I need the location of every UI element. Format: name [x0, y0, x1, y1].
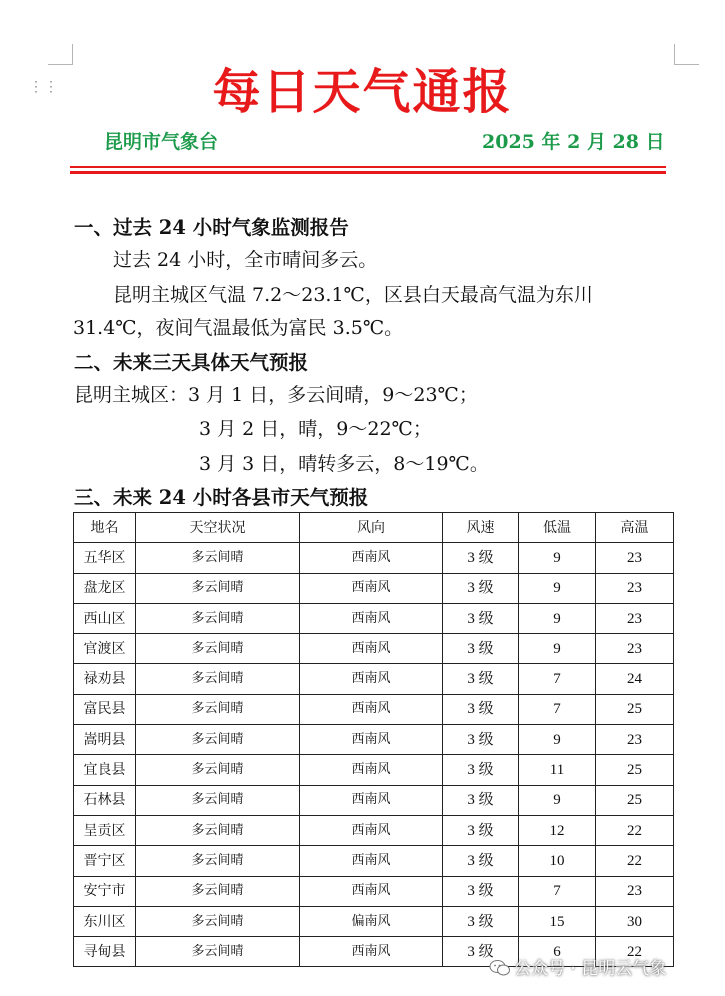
cell-sky: 多云间晴	[136, 906, 300, 936]
cell-low-temp: 9	[519, 603, 596, 633]
table-row	[74, 725, 674, 755]
cell-wind-speed: 3 级	[443, 603, 519, 633]
cell-wind-direction: 西南风	[300, 815, 443, 845]
header-wind-speed: 风速	[443, 513, 519, 543]
cell-wind-speed: 3 级	[443, 906, 519, 936]
cell-wind-direction: 偏南风	[300, 906, 443, 936]
table-row	[74, 664, 674, 694]
cell-wind-direction: 西南风	[300, 634, 443, 664]
cell-sky: 多云间晴	[136, 785, 300, 815]
header-sky: 天空状况	[136, 513, 300, 543]
table-row	[74, 846, 674, 876]
cell-place: 晋宁区	[74, 846, 136, 876]
cell-high-temp: 25	[596, 785, 674, 815]
cell-low-temp: 6	[519, 937, 596, 967]
cell-place: 石林县	[74, 785, 136, 815]
cell-sky: 多云间晴	[136, 876, 300, 906]
cell-place: 五华区	[74, 543, 136, 573]
header-place: 地名	[74, 513, 136, 543]
county-forecast-table	[73, 512, 674, 967]
drag-handle-icon[interactable]: ⋮⋮	[29, 79, 59, 95]
cell-place: 呈贡区	[74, 815, 136, 845]
cell-sky: 多云间晴	[136, 725, 300, 755]
cell-wind-speed: 3 级	[443, 815, 519, 845]
cell-wind-direction: 西南风	[300, 603, 443, 633]
wechat-icon	[489, 959, 511, 977]
cell-low-temp: 12	[519, 815, 596, 845]
table-row	[74, 603, 674, 633]
cell-sky: 多云间晴	[136, 937, 300, 967]
cell-high-temp: 25	[596, 694, 674, 724]
table-row	[74, 694, 674, 724]
table-row	[74, 573, 674, 603]
cell-low-temp: 9	[519, 543, 596, 573]
cell-place: 安宁市	[74, 876, 136, 906]
cell-high-temp: 23	[596, 634, 674, 664]
cell-wind-direction: 西南风	[300, 876, 443, 906]
cell-place: 宜良县	[74, 755, 136, 785]
table-row	[74, 634, 674, 664]
section1-summary: 过去 24 小时，全市晴间多云。	[113, 249, 378, 271]
table-row	[74, 785, 674, 815]
section1-temp-line2: 31.4℃，夜间气温最低为富民 3.5℃。	[73, 317, 404, 339]
cell-wind-speed: 3 级	[443, 543, 519, 573]
cell-high-temp: 23	[596, 573, 674, 603]
table-row	[74, 543, 674, 573]
cell-low-temp: 7	[519, 664, 596, 694]
cell-high-temp: 22	[596, 815, 674, 845]
header-wind-direction: 风向	[300, 513, 443, 543]
cell-place: 盘龙区	[74, 573, 136, 603]
table-row	[74, 906, 674, 936]
cell-high-temp: 25	[596, 755, 674, 785]
cell-place: 嵩明县	[74, 725, 136, 755]
cell-sky: 多云间晴	[136, 634, 300, 664]
table-row	[74, 876, 674, 906]
forecast-day2: 3 月 2 日，晴，9～22℃；	[199, 418, 432, 440]
cell-wind-direction: 西南风	[300, 755, 443, 785]
issue-date: 2025 年 2 月 28 日	[482, 131, 665, 153]
document-title: 每日天气通报	[212, 64, 513, 120]
cell-wind-direction: 西南风	[300, 785, 443, 815]
cell-low-temp: 7	[519, 694, 596, 724]
cell-sky: 多云间晴	[136, 846, 300, 876]
cell-high-temp: 22	[596, 846, 674, 876]
cell-wind-speed: 3 级	[443, 694, 519, 724]
section1-heading: 一、过去 24 小时气象监测报告	[74, 216, 349, 239]
cell-low-temp: 9	[519, 573, 596, 603]
watermark	[489, 954, 666, 979]
cell-place: 禄劝县	[74, 664, 136, 694]
cell-high-temp: 23	[596, 603, 674, 633]
section1-temp-line1: 昆明主城区气温 7.2～23.1℃，区县白天最高气温为东川	[113, 284, 593, 306]
cell-wind-direction: 西南风	[300, 573, 443, 603]
cell-wind-speed: 3 级	[443, 755, 519, 785]
cell-sky: 多云间晴	[136, 603, 300, 633]
cell-wind-direction: 西南风	[300, 937, 443, 967]
cell-low-temp: 10	[519, 846, 596, 876]
cell-high-temp: 23	[596, 725, 674, 755]
cell-wind-speed: 3 级	[443, 876, 519, 906]
cell-wind-speed: 3 级	[443, 937, 519, 967]
cell-wind-direction: 西南风	[300, 725, 443, 755]
issuer-name: 昆明市气象台	[104, 131, 219, 153]
cell-wind-speed: 3 级	[443, 664, 519, 694]
cell-high-temp: 22	[596, 937, 674, 967]
cell-sky: 多云间晴	[136, 815, 300, 845]
cell-high-temp: 24	[596, 664, 674, 694]
cell-sky: 多云间晴	[136, 664, 300, 694]
title-divider-thick	[70, 171, 666, 174]
cell-low-temp: 11	[519, 755, 596, 785]
section3-heading: 三、未来 24 小时各县市天气预报	[74, 486, 369, 509]
cell-wind-speed: 3 级	[443, 725, 519, 755]
header-high-temp: 高温	[596, 513, 674, 543]
cell-low-temp: 15	[519, 906, 596, 936]
cell-sky: 多云间晴	[136, 573, 300, 603]
cell-wind-speed: 3 级	[443, 785, 519, 815]
cell-high-temp: 23	[596, 876, 674, 906]
cell-place: 官渡区	[74, 634, 136, 664]
cell-place: 富民县	[74, 694, 136, 724]
cell-place: 西山区	[74, 603, 136, 633]
cell-wind-direction: 西南风	[300, 664, 443, 694]
header-low-temp: 低温	[519, 513, 596, 543]
cell-low-temp: 9	[519, 634, 596, 664]
forecast-day3: 3 月 3 日，晴转多云，8～19℃。	[199, 453, 489, 475]
cell-wind-direction: 西南风	[300, 694, 443, 724]
cell-sky: 多云间晴	[136, 755, 300, 785]
cell-high-temp: 30	[596, 906, 674, 936]
table-row	[74, 815, 674, 845]
cell-low-temp: 9	[519, 785, 596, 815]
cell-sky: 多云间晴	[136, 694, 300, 724]
cell-low-temp: 7	[519, 876, 596, 906]
cell-low-temp: 9	[519, 725, 596, 755]
cell-wind-speed: 3 级	[443, 634, 519, 664]
table-header-row	[74, 513, 674, 543]
cell-place: 寻甸县	[74, 937, 136, 967]
cell-sky: 多云间晴	[136, 543, 300, 573]
section2-heading: 二、未来三天具体天气预报	[74, 351, 309, 374]
cell-wind-speed: 3 级	[443, 846, 519, 876]
cell-wind-speed: 3 级	[443, 573, 519, 603]
cell-wind-direction: 西南风	[300, 543, 443, 573]
cell-place: 东川区	[74, 906, 136, 936]
forecast-day1: 昆明主城区：3 月 1 日，多云间晴，9～23℃；	[74, 384, 478, 406]
cell-high-temp: 23	[596, 543, 674, 573]
cell-wind-direction: 西南风	[300, 846, 443, 876]
watermark-text: 公众号 · 昆明云气象	[514, 959, 667, 979]
title-divider-thin	[70, 166, 666, 168]
table-row	[74, 755, 674, 785]
